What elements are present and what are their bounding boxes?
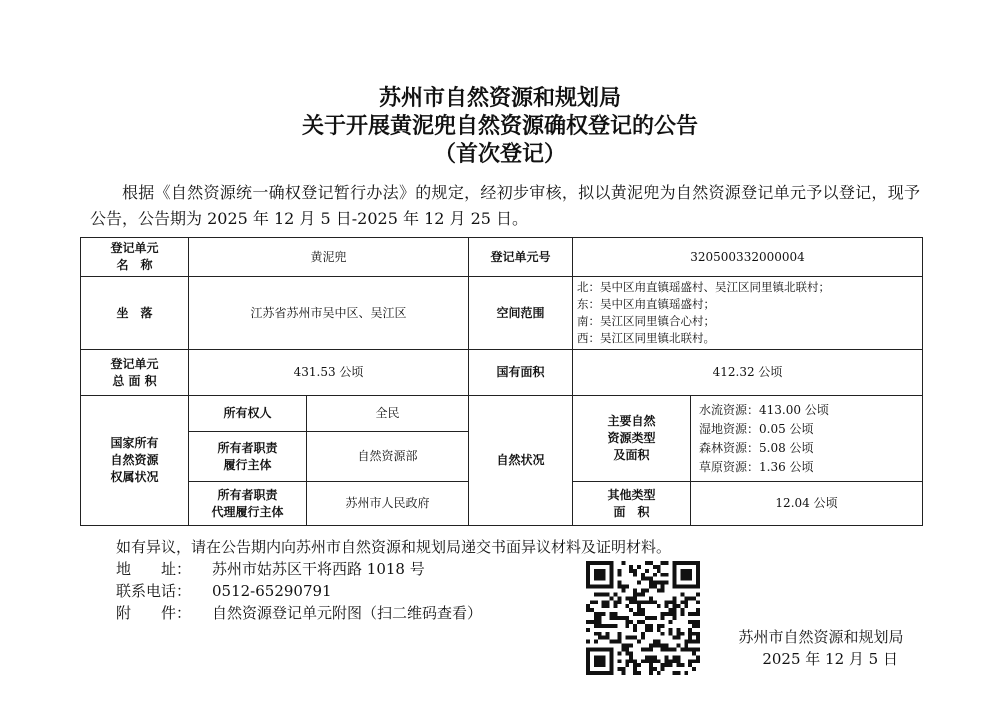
registration-table — [80, 237, 923, 526]
total-area-label: 登记单元 总 面 积 — [81, 350, 189, 396]
agent-label: 所有者职责 代理履行主体 — [189, 482, 307, 526]
duty-label: 所有者职责 履行主体 — [189, 432, 307, 482]
title-line-2: 关于开展黄泥兜自然资源确权登记的公告 — [301, 113, 698, 139]
range-north: 北：吴中区甪直镇瑶盛村、吴江区同里镇北联村； — [577, 280, 831, 294]
phone-label: 联系电话： — [116, 582, 192, 600]
phone-value: 0512-65290791 — [212, 582, 332, 600]
unit-name-value: 黄泥兜 — [189, 238, 469, 277]
objection-text: 如有异议，请在公告期内向苏州市自然资源和规划局递交书面异议材料及证明材料。 — [116, 538, 672, 556]
state-area-label: 国有面积 — [469, 350, 573, 396]
signature-date: 2025 年 12 月 5 日 — [762, 650, 898, 668]
resource-forest: 森林资源：5.08 公顷 — [699, 440, 814, 455]
resource-wetland: 湿地资源：0.05 公顷 — [699, 421, 814, 436]
range-label: 空间范围 — [469, 277, 573, 350]
attachment-value: 自然资源登记单元附图（扫二维码查看） — [212, 604, 483, 622]
unit-no-label: 登记单元号 — [469, 238, 573, 277]
qr-code[interactable] — [586, 561, 700, 675]
ownership-label: 国家所有 自然资源 权属状况 — [81, 396, 189, 526]
range-east: 东：吴中区甪直镇瑶盛村； — [577, 297, 716, 311]
state-area-value: 412.32 公顷 — [573, 350, 923, 396]
intro-paragraph: 根据《自然资源统一确权登记暂行办法》的规定，经初步审核，拟以黄泥兜为自然资源登记单元予以登记，现予公告，公告期为 2025 年 12 月 5 日-2025 年 12 月 25 日。 — [90, 183, 920, 228]
address-value: 苏州市姑苏区干将西路 1018 号 — [212, 560, 425, 578]
unit-no-value: 320500332000004 — [573, 238, 923, 277]
title-line-1: 苏州市自然资源和规划局 — [378, 85, 621, 111]
main-type-label: 主要自然 资源类型 及面积 — [573, 396, 691, 482]
owner-value: 全民 — [307, 396, 469, 432]
agent-value: 苏州市人民政府 — [307, 482, 469, 526]
signature-org: 苏州市自然资源和规划局 — [738, 628, 904, 646]
range-value — [573, 277, 923, 350]
location-value: 江苏省苏州市吴中区、吴江区 — [189, 277, 469, 350]
resource-water: 水流资源：413.00 公顷 — [699, 402, 829, 417]
location-label: 坐 落 — [81, 277, 189, 350]
duty-value: 自然资源部 — [307, 432, 469, 482]
unit-name-label: 登记单元 名 称 — [81, 238, 189, 277]
nature-label: 自然状况 — [469, 396, 573, 526]
resources-list — [691, 396, 923, 482]
resource-grassland: 草原资源：1.36 公顷 — [699, 459, 814, 474]
other-area-value: 12.04 公顷 — [691, 482, 923, 526]
address-label: 地 址： — [116, 560, 192, 578]
attachment-label: 附 件： — [116, 604, 192, 622]
signature-block — [716, 626, 926, 670]
other-type-label: 其他类型 面 积 — [573, 482, 691, 526]
total-area-value: 431.53 公顷 — [189, 350, 469, 396]
title-line-3: （首次登记） — [433, 141, 566, 167]
range-south: 南：吴江区同里镇合心村； — [577, 314, 716, 328]
range-west: 西：吴江区同里镇北联村。 — [577, 331, 716, 345]
owner-label: 所有权人 — [189, 396, 307, 432]
